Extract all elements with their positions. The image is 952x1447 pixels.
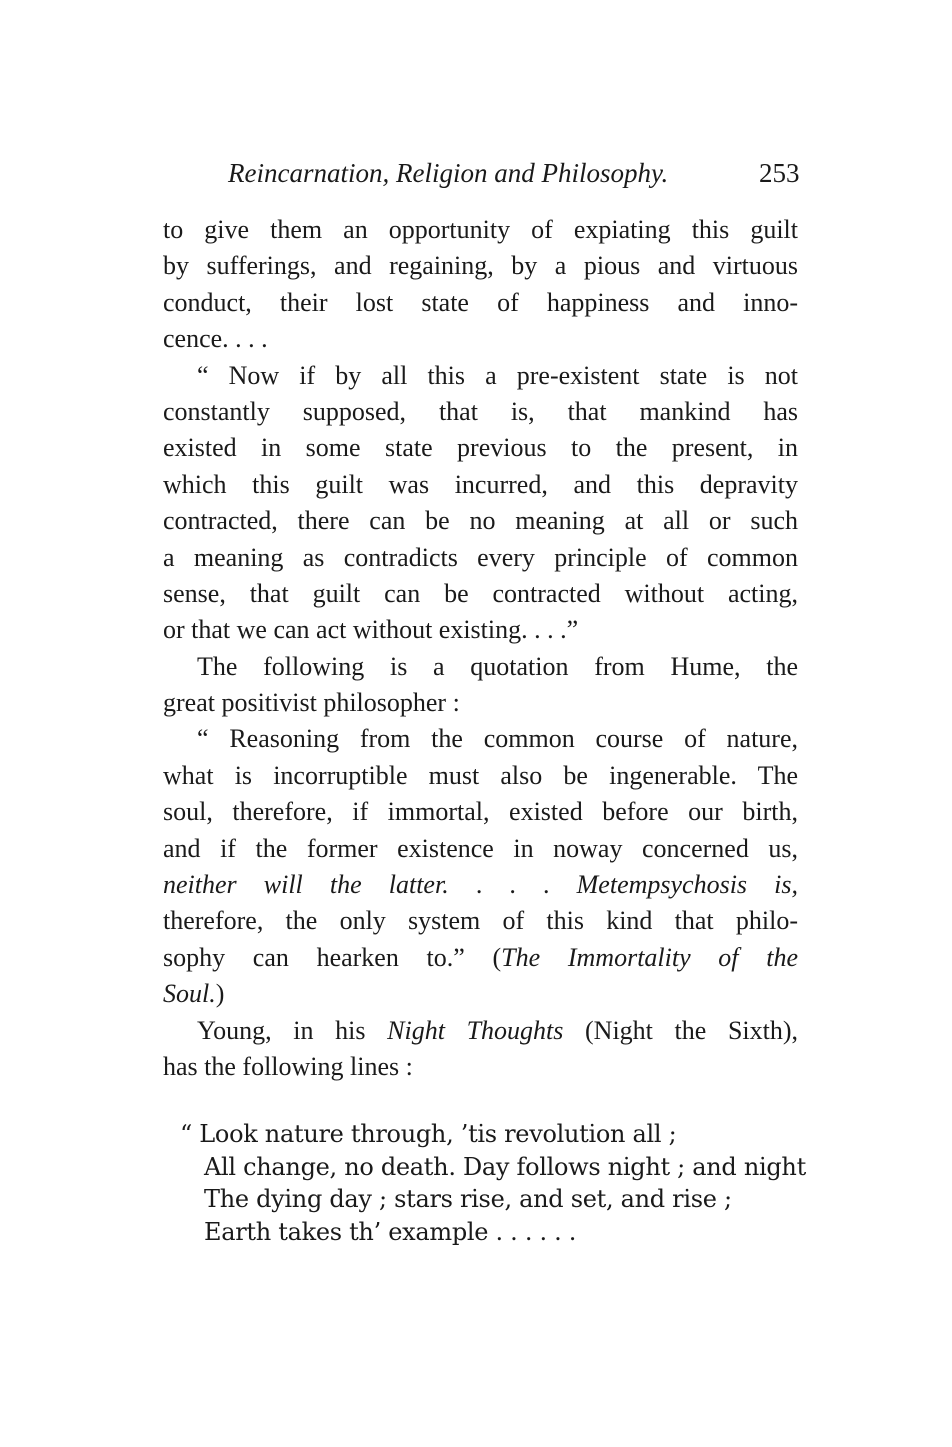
- text-line: and if the former existence in noway concerned us,: [163, 833, 798, 863]
- text-line: contracted, there can be no meaning at all or such: [163, 506, 798, 536]
- text-line: a meaning as contradicts every principle of common: [163, 542, 798, 572]
- text-line: “ Reasoning from the common course of nature,: [197, 724, 798, 754]
- page-body: [163, 212, 798, 1085]
- paragraph-quotation-preexistence: [163, 358, 798, 649]
- text-line: which this guilt was incurred, and this depravity: [163, 469, 798, 499]
- citation-paren: ): [215, 979, 225, 1009]
- verse-line: “ Look nature through, ’tis revolution all ;: [180, 1120, 677, 1148]
- text-line: great positivist philosopher :: [163, 688, 460, 718]
- text-line: by sufferings, and regaining, by a pious and virtuous: [163, 251, 798, 281]
- paragraph-hume-intro: [163, 649, 798, 722]
- text-segment: (Night the Sixth),: [563, 1015, 799, 1045]
- work-title: Night Thoughts: [387, 1015, 564, 1045]
- verse-line: Earth takes th’ example . . . . . .: [204, 1217, 577, 1246]
- text-segment: sophy can hearken to.”: [163, 942, 493, 972]
- text-line: [163, 976, 798, 1012]
- text-line: cence. . . .: [163, 324, 268, 354]
- italic-text: neither will the latter.: [163, 870, 449, 900]
- citation-title: The Immortality of the: [501, 942, 798, 972]
- text-line: therefore, the only system of this kind that philo-: [163, 906, 798, 936]
- page-number: 253: [759, 158, 800, 188]
- italic-text: Metempsychosis is,: [576, 870, 798, 900]
- text-line: “ Now if by all this a pre-existent state is not: [197, 360, 798, 390]
- text-line: or that we can act without existing. . . .”: [163, 615, 579, 645]
- running-header: [228, 158, 828, 198]
- paragraph-young-intro: [163, 1013, 798, 1086]
- text-line: [163, 867, 798, 903]
- text-line: sense, that guilt can be contracted without acting,: [163, 578, 798, 608]
- text-line: what is incorruptible must also be ingenerable. The: [163, 760, 798, 790]
- citation-title: Soul.: [163, 979, 216, 1009]
- running-title: Reincarnation, Religion and Philosophy.: [228, 158, 669, 188]
- text-line: has the following lines :: [163, 1051, 413, 1081]
- text-line: conduct, their lost state of happiness and inno-: [163, 287, 798, 317]
- verse-line: All change, no death. Day follows night ; and night: [204, 1152, 806, 1181]
- text-line: soul, therefore, if immortal, existed before our birth,: [163, 797, 798, 827]
- text-line: [163, 940, 798, 976]
- text-line: The following is a quotation from Hume, the: [197, 651, 798, 681]
- text-line: [163, 1013, 798, 1049]
- text-line: existed in some state previous to the present, in: [163, 433, 798, 463]
- text-segment: Young, in his: [197, 1015, 388, 1045]
- ellipsis: . . .: [448, 870, 577, 900]
- verse-quotation: [180, 1118, 820, 1248]
- citation-paren: (: [492, 942, 502, 972]
- text-line: constantly supposed, that is, that mankind has: [163, 396, 798, 426]
- paragraph-continuation: [163, 212, 798, 358]
- text-line: to give them an opportunity of expiating this guilt: [163, 215, 798, 244]
- verse-line: The dying day ; stars rise, and set, and rise ;: [204, 1185, 732, 1213]
- paragraph-hume-quotation: [163, 721, 798, 1012]
